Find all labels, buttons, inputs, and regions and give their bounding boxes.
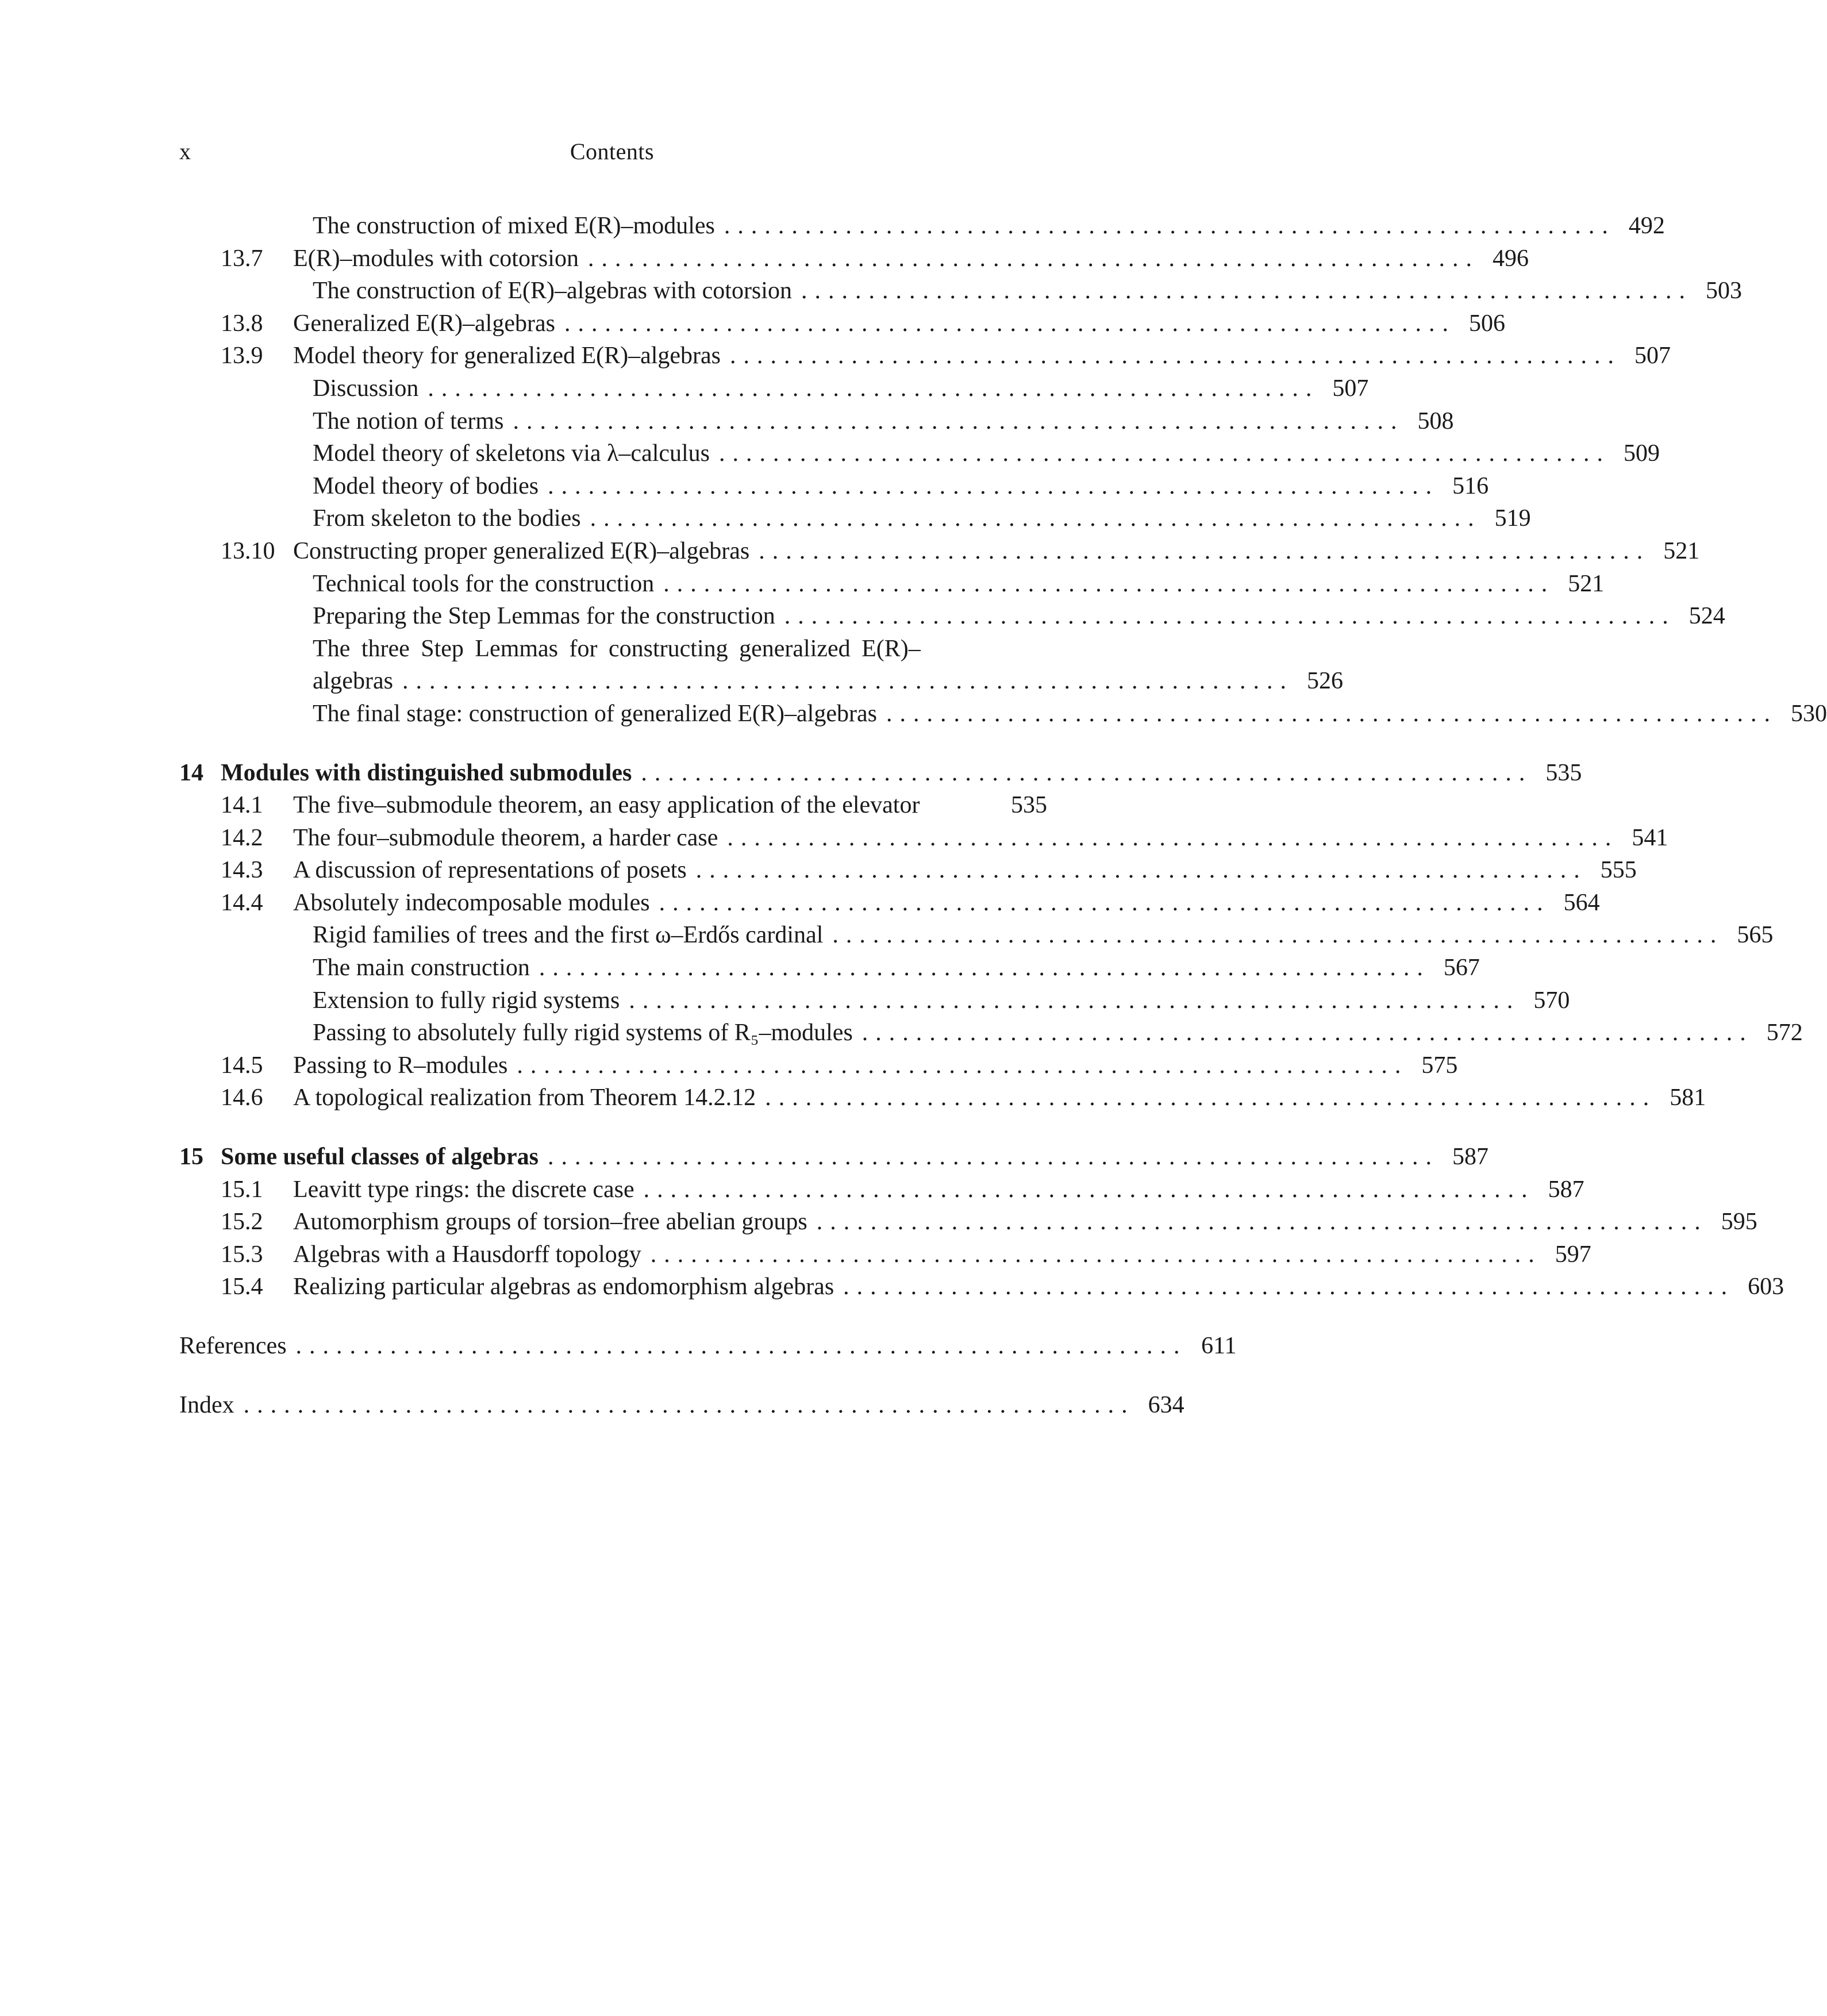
entry-title: A topological realization from Theorem 14.2.12 xyxy=(293,1084,756,1111)
toc-entry[interactable] xyxy=(179,1017,1803,1049)
dot-leader: .................................................................. xyxy=(659,889,1551,916)
section-number: 13.10 xyxy=(221,537,275,564)
entry-page: 526 xyxy=(1306,668,1343,695)
entry-page: 567 xyxy=(1443,955,1480,982)
entry-page: 507 xyxy=(1634,343,1671,370)
dot-leader: .................................................................. xyxy=(428,375,1320,402)
toc-entry[interactable] xyxy=(179,307,1505,340)
toc-entry[interactable] xyxy=(179,789,1047,822)
toc-chapter-14[interactable] xyxy=(179,757,1582,790)
entry-page: 507 xyxy=(1332,375,1369,402)
dot-leader: .................................................................. xyxy=(641,759,1533,786)
entry-title: Absolutely indecomposable modules xyxy=(293,889,650,916)
entry-page: 581 xyxy=(1670,1084,1706,1111)
entry-page: 535 xyxy=(1011,792,1047,819)
table-of-contents xyxy=(179,210,1827,1421)
entry-title: Passing to absolutely fully rigid systems of R₅–modules xyxy=(313,1019,853,1047)
section-number: 13.9 xyxy=(221,343,263,370)
entry-title: The main construction xyxy=(313,955,530,982)
toc-entry[interactable] xyxy=(179,275,1742,307)
entry-page: 521 xyxy=(1663,537,1700,564)
entry-page: 587 xyxy=(1452,1144,1488,1171)
toc-entry[interactable] xyxy=(179,600,1725,633)
section-number: 14.5 xyxy=(221,1052,263,1079)
toc-entry[interactable] xyxy=(179,1271,1784,1303)
entry-page: 516 xyxy=(1452,472,1489,499)
entry-title: From skeleton to the bodies xyxy=(313,505,581,532)
entry-title: Passing to R–modules xyxy=(293,1052,508,1079)
chapter-title: Some useful classes of algebras xyxy=(221,1144,539,1171)
toc-entry[interactable] xyxy=(179,822,1668,855)
dot-leader: .................................................................. xyxy=(886,700,1778,727)
section-number: 14.2 xyxy=(221,824,263,851)
toc-entry[interactable] xyxy=(179,1174,1584,1206)
entry-title: Rigid families of trees and the first ω–Erdős cardinal xyxy=(313,922,824,949)
spacer xyxy=(179,1303,1047,1330)
dot-leader: .................................................................. xyxy=(724,213,1616,239)
toc-entry[interactable] xyxy=(179,405,1454,438)
entry-page: 575 xyxy=(1421,1052,1458,1079)
entry-title: E(R)–modules with cotorsion xyxy=(293,245,579,272)
entry-page: 508 xyxy=(1417,407,1454,434)
toc-entry[interactable] xyxy=(179,1082,1706,1114)
entry-title: Automorphism groups of torsion–free abelian groups xyxy=(293,1209,807,1236)
entry-page: 611 xyxy=(1201,1333,1237,1359)
dot-leader: .................................................................. xyxy=(629,987,1521,1014)
entry-title: Model theory of bodies xyxy=(313,472,539,499)
toc-entry[interactable] xyxy=(179,919,1774,952)
entry-page: 506 xyxy=(1468,310,1505,337)
section-number: 15.1 xyxy=(221,1176,263,1203)
dot-leader: .................................................................. xyxy=(727,824,1619,851)
section-number: 14.6 xyxy=(221,1084,263,1111)
spacer xyxy=(179,1114,1047,1141)
toc-entry[interactable] xyxy=(179,952,1480,984)
section-number: 13.7 xyxy=(221,245,263,272)
dot-leader: .................................................................. xyxy=(801,278,1693,305)
dot-leader: .................................................................. xyxy=(564,310,1456,337)
entry-page: 496 xyxy=(1492,245,1529,272)
dot-leader: .................................................................. xyxy=(547,1144,1439,1171)
dot-leader: .................................................................. xyxy=(861,1019,1753,1047)
entry-title: Algebras with a Hausdorff topology xyxy=(293,1241,641,1268)
entry-title: The construction of mixed E(R)–modules xyxy=(313,213,715,239)
entry-title: The three Step Lemmas for constructing generalized E(R)– xyxy=(313,635,921,662)
spacer xyxy=(179,730,1047,757)
toc-entry[interactable] xyxy=(179,470,1489,503)
toc-references[interactable] xyxy=(179,1330,1237,1363)
toc-group-15 xyxy=(179,1174,1784,1303)
entry-page: 597 xyxy=(1555,1241,1591,1268)
dot-leader: .................................................................. xyxy=(719,440,1611,467)
entry-title: Index xyxy=(179,1391,234,1418)
section-number: 14.4 xyxy=(221,889,263,916)
toc-entry[interactable] xyxy=(179,665,1343,698)
dot-leader: .................................................................. xyxy=(784,603,1676,630)
entry-page: 564 xyxy=(1563,889,1600,916)
entry-title: The final stage: construction of generalized E(R)–algebras xyxy=(313,700,877,727)
toc-entry[interactable] xyxy=(179,984,1570,1017)
entry-title: Model theory of skeletons via λ–calculus xyxy=(313,440,710,467)
entry-page: 530 xyxy=(1790,700,1827,727)
dot-leader: .................................................................. xyxy=(295,1333,1187,1359)
entry-page: 509 xyxy=(1624,440,1660,467)
dot-leader: .................................................................. xyxy=(402,668,1294,695)
entry-title: The four–submodule theorem, a harder case xyxy=(293,824,718,851)
entry-page: 521 xyxy=(1568,570,1605,597)
toc-entry[interactable] xyxy=(179,372,1369,405)
section-number: 15.2 xyxy=(221,1209,263,1236)
page-number: x xyxy=(179,138,191,164)
running-title: Contents xyxy=(570,138,655,164)
entry-page: 519 xyxy=(1494,505,1531,532)
entry-page: 503 xyxy=(1705,278,1742,305)
dot-leader: .................................................................. xyxy=(832,922,1724,949)
entry-page: 595 xyxy=(1721,1209,1757,1236)
toc-entry[interactable] xyxy=(179,502,1531,535)
toc-entry[interactable] xyxy=(179,535,1700,568)
dot-leader: .................................................................. xyxy=(513,407,1405,434)
entry-title: Technical tools for the construction xyxy=(313,570,655,597)
dot-leader: .................................................................. xyxy=(663,570,1555,597)
entry-page: 535 xyxy=(1545,759,1582,786)
dot-leader: .................................................................. xyxy=(730,343,1622,370)
toc-entry[interactable] xyxy=(179,437,1660,470)
toc-entry-wrapped-line[interactable] xyxy=(179,633,1047,665)
entry-page: 541 xyxy=(1632,824,1668,851)
toc-entry[interactable] xyxy=(179,854,1637,887)
toc-group-14 xyxy=(179,789,1803,1114)
toc-entry[interactable] xyxy=(179,210,1665,243)
section-number: 14.3 xyxy=(221,857,263,884)
chapter-title: Modules with distinguished submodules xyxy=(221,759,632,786)
entry-title: The five–submodule theorem, an easy application of the elevator xyxy=(293,792,920,819)
entry-title: Leavitt type rings: the discrete case xyxy=(293,1176,634,1203)
dot-leader: .................................................................. xyxy=(759,537,1651,564)
entry-title: Generalized E(R)–algebras xyxy=(293,310,555,337)
entry-title: Preparing the Step Lemmas for the construction xyxy=(313,603,775,630)
dot-leader: .................................................................. xyxy=(843,1274,1735,1301)
toc-entry[interactable] xyxy=(179,887,1600,919)
entry-page: 603 xyxy=(1748,1274,1784,1301)
section-number: 15.4 xyxy=(221,1274,263,1301)
entry-page: 565 xyxy=(1737,922,1774,949)
section-number: 13.8 xyxy=(221,310,263,337)
entry-page: 555 xyxy=(1600,857,1637,884)
chapter-number: 14 xyxy=(179,759,203,786)
dot-leader: .................................................................. xyxy=(517,1052,1409,1079)
section-number: 14.1 xyxy=(221,792,263,819)
entry-title: Model theory for generalized E(R)–algebras xyxy=(293,343,721,370)
entry-title: A discussion of representations of posets xyxy=(293,857,687,884)
toc-entry[interactable] xyxy=(179,1238,1591,1271)
toc-group-13 xyxy=(179,210,1827,730)
dot-leader: .................................................................. xyxy=(243,1391,1135,1418)
dot-leader: .................................................................. xyxy=(650,1241,1542,1268)
dot-leader: .................................................................. xyxy=(695,857,1587,884)
entry-page: 572 xyxy=(1766,1019,1803,1047)
toc-entry[interactable] xyxy=(179,698,1827,730)
toc-index[interactable] xyxy=(179,1389,1184,1422)
chapter-number: 15 xyxy=(179,1144,203,1171)
spacer xyxy=(179,1363,1047,1389)
entry-page: 634 xyxy=(1148,1391,1184,1418)
entry-title: Extension to fully rigid systems xyxy=(313,987,620,1014)
section-number: 15.3 xyxy=(221,1241,263,1268)
entry-page: 587 xyxy=(1548,1176,1584,1203)
toc-entry[interactable] xyxy=(179,568,1605,601)
dot-leader: .................................................................. xyxy=(539,955,1430,982)
dot-leader: .................................................................. xyxy=(548,472,1440,499)
entry-title: Discussion xyxy=(313,375,419,402)
dot-leader: .................................................................. xyxy=(643,1176,1535,1203)
dot-leader: .................................................................. xyxy=(587,245,1479,272)
entry-title: The construction of E(R)–algebras with cotorsion xyxy=(313,278,792,305)
toc-entry[interactable] xyxy=(179,1049,1458,1082)
dot-leader: .................................................................. xyxy=(816,1209,1708,1236)
toc-entry[interactable] xyxy=(179,340,1671,372)
entry-title: References xyxy=(179,1333,287,1359)
entry-title: Constructing proper generalized E(R)–algebras xyxy=(293,537,750,564)
toc-chapter-15[interactable] xyxy=(179,1141,1488,1174)
dot-leader: .................................................................. xyxy=(765,1084,1657,1111)
entry-page: 570 xyxy=(1533,987,1570,1014)
entry-title: Realizing particular algebras as endomorphism algebras xyxy=(293,1274,834,1301)
entry-title: algebras xyxy=(313,668,393,695)
entry-title: The notion of terms xyxy=(313,407,504,434)
toc-entry[interactable] xyxy=(179,243,1529,275)
entry-page: 524 xyxy=(1688,603,1725,630)
toc-entry[interactable] xyxy=(179,1206,1757,1238)
dot-leader: .................................................................. xyxy=(590,505,1482,532)
entry-page: 492 xyxy=(1628,213,1665,239)
